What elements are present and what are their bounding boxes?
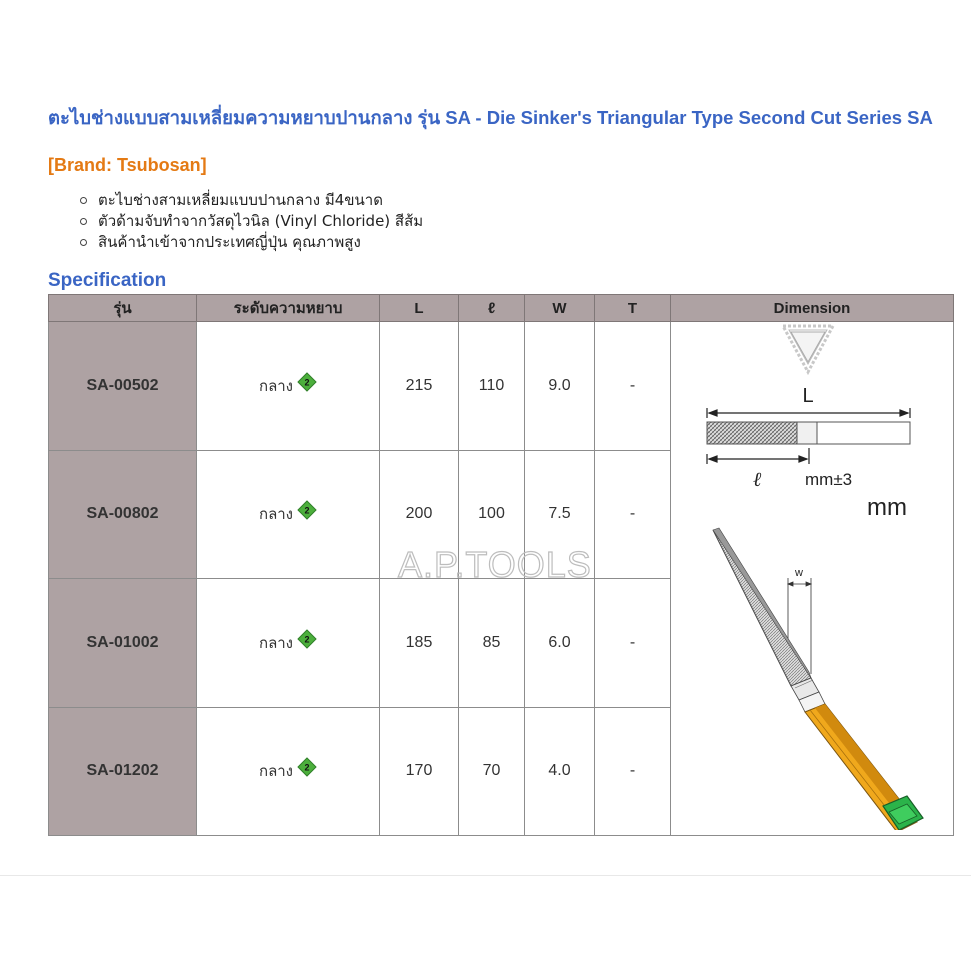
label-unit: mm (867, 494, 907, 521)
L-dimension-line (707, 408, 910, 418)
l-cell: 70 (459, 707, 525, 836)
l-cell: 85 (459, 579, 525, 708)
brand-label: [Brand: Tsubosan] (48, 155, 207, 175)
header-L: L (380, 295, 459, 322)
svg-text:2: 2 (304, 762, 310, 773)
grade-cell (197, 322, 380, 451)
spec-table (48, 294, 954, 836)
cross-section-icon (783, 326, 833, 372)
label-L: L (802, 385, 814, 407)
header-l: ℓ (459, 295, 525, 322)
grade-label: กลาง (258, 505, 294, 524)
l-cell: 100 (459, 450, 525, 579)
L-cell: 185 (380, 579, 459, 708)
table-header-row (49, 295, 954, 322)
L-cell: 200 (380, 450, 459, 579)
W-cell: 6.0 (525, 579, 595, 708)
W-cell: 7.5 (525, 450, 595, 579)
grade-label: กลาง (258, 633, 294, 652)
model-cell: SA-00502 (49, 322, 197, 451)
table-row (49, 322, 954, 451)
W-cell: 9.0 (525, 322, 595, 451)
svg-text:2: 2 (304, 634, 310, 645)
T-cell: - (595, 322, 671, 451)
label-l: ℓ (752, 467, 762, 491)
l-dimension-line (707, 448, 809, 464)
header-grade: ระดับความหยาบ (197, 295, 380, 322)
header-model: รุ่น (49, 295, 197, 322)
L-cell: 215 (380, 322, 459, 451)
grade-cell (197, 579, 380, 708)
svg-text:2: 2 (304, 505, 310, 516)
label-w: w (795, 567, 803, 579)
file-perspective-view (713, 528, 923, 830)
l-cell: 110 (459, 322, 525, 451)
model-cell: SA-01202 (49, 707, 197, 836)
feature-item: สินค้านำเข้าจากประเทศญี่ปุ่น คุณภาพสูง (78, 232, 423, 253)
model-cell: SA-00802 (49, 450, 197, 579)
grade-label: กลาง (258, 376, 294, 395)
feature-list (78, 190, 423, 253)
svg-text:2: 2 (304, 377, 310, 388)
grade-badge-icon (297, 757, 317, 777)
feature-item: ตัวด้ามจับทำจากวัสดุไวนิล (Vinyl Chloride) สีส้ม (78, 211, 423, 232)
T-cell: - (595, 707, 671, 836)
grade-badge-icon (297, 500, 317, 520)
grade-badge-icon (297, 372, 317, 392)
specification-heading: Specification (48, 270, 167, 291)
page-title: ตะไบช่างแบบสามเหลี่ยมความหยาบปานกลาง รุ่น SA - Die Sinker's Triangular Type Second Cut Series SA (48, 107, 933, 128)
label-tolerance: mm±3 (805, 470, 853, 489)
T-cell: - (595, 579, 671, 708)
T-cell: - (595, 450, 671, 579)
dimension-cell (671, 322, 954, 836)
W-cell: 4.0 (525, 707, 595, 836)
feature-item: ตะไบช่างสามเหลี่ยมแบบปานกลาง มี4ขนาด (78, 190, 423, 211)
header-dimension: Dimension (671, 295, 954, 322)
watermark: A.P.TOOLS (398, 544, 592, 585)
model-cell: SA-01002 (49, 579, 197, 708)
grade-label: กลาง (258, 762, 294, 781)
header-T: T (595, 295, 671, 322)
grade-cell (197, 707, 380, 836)
header-W: W (525, 295, 595, 322)
file-side-view (707, 422, 910, 444)
grade-cell (197, 450, 380, 579)
dimension-diagram (671, 322, 954, 830)
grade-badge-icon (297, 629, 317, 649)
divider (0, 875, 971, 876)
L-cell: 170 (380, 707, 459, 836)
